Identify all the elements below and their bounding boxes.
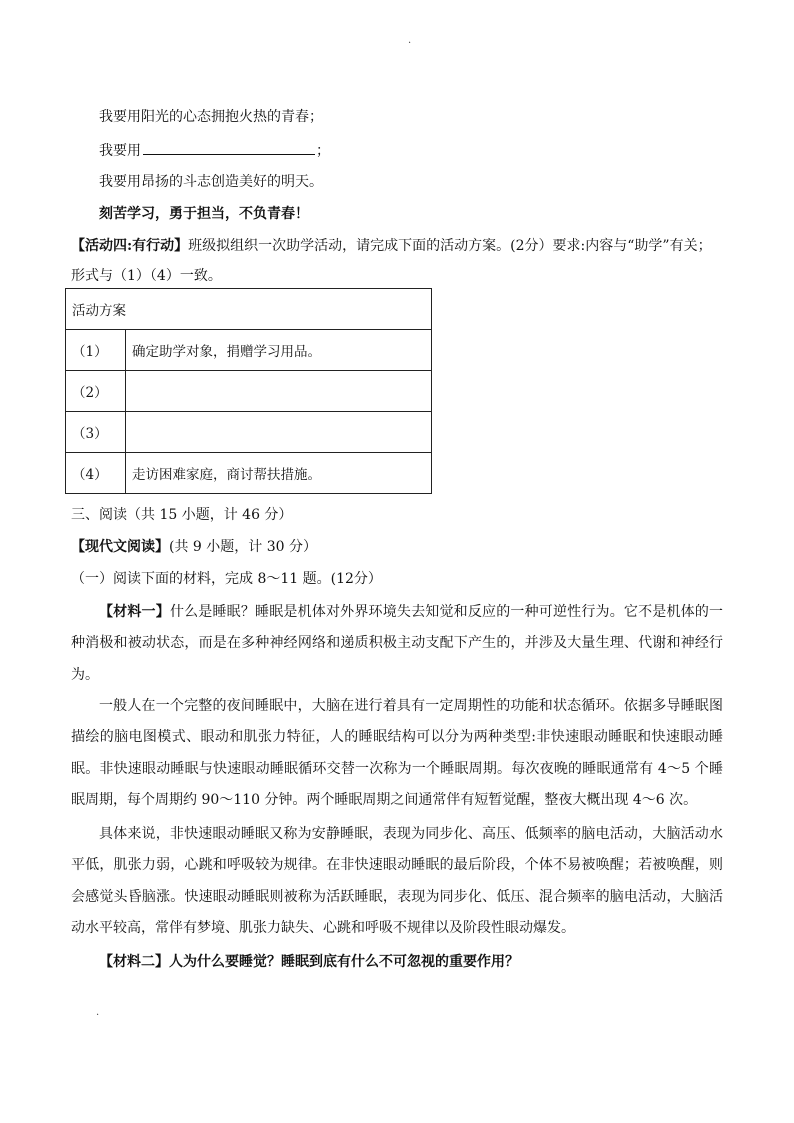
poem-line-2 bbox=[99, 140, 330, 161]
modern-reading-label: 【现代文阅读】 bbox=[71, 539, 169, 555]
row-content: 确定助学对象，捐赠学习用品。 bbox=[126, 330, 432, 371]
material1-text: 什么是睡眠？睡眠是机体对外界环境失去知觉和反应的一种可逆性行为。它不是机体的一种消极和被动状态，而是在多种神经网络和递质积极主动支配下产生的，并涉及大量生理、代谢和神经行为。 bbox=[71, 604, 724, 683]
header-mark: . bbox=[408, 35, 412, 46]
modern-reading-info: (共 9 小题，计 30 分） bbox=[169, 539, 317, 555]
row-number: （2） bbox=[66, 371, 126, 412]
activity4-line-2: 形式与（1）（4）一致。 bbox=[71, 268, 222, 284]
modern-reading-heading bbox=[71, 537, 317, 557]
question-group-1: （一）阅读下面的材料，完成 8～11 题。(12分） bbox=[71, 571, 382, 587]
paragraph-3: 具体来说，非快速眼动睡眠又称为安静睡眠，表现为同步化、高压、低频率的脑电活动，大脑活动水平低，肌张力弱，心跳和呼吸较为规律。在非快速眼动睡眠的最后阶段，个体不易被唤醒；若被唤醒，则会感觉头昏脑涨。快速眼动睡眠则被称为活跃睡眠，表现为同步化、低压、混合频率的脑电活动，大脑活动水平较高，常伴有梦境、肌张力缺失、心跳和呼吸不规律以及阶段性眼动爆发。 bbox=[71, 826, 723, 937]
material2-paragraph bbox=[99, 952, 519, 972]
paragraph-2: 一般人在一个完整的夜间睡眠中，大脑在进行着具有一定周期性的功能和状态循环。依据多导睡眠图描绘的脑电图模式、眼动和肌张力特征，人的睡眠结构可以分为两种类型:非快速眼动睡眠和快速眼动睡眠。非快速眼动睡眠与快速眼动睡眠循环交替一次称为一个睡眠周期。每次夜晚的睡眠通常有 4～5 个睡眠周期，每个周期约 90～110 分钟。两个睡眠周期之间通常伴有短暂觉醒，整夜大概出现 4～6 次。 bbox=[71, 698, 723, 809]
poem-line-1: 我要用阳光的心态拥抱火热的青春； bbox=[99, 109, 323, 125]
material2-text: 人为什么要睡觉？睡眠到底有什么不可忽视的重要作用？ bbox=[169, 954, 519, 970]
poem-line-2-suffix: ； bbox=[316, 143, 330, 159]
material2-label: 【材料二】 bbox=[99, 954, 169, 970]
row-content-blank[interactable] bbox=[126, 412, 432, 453]
row-content: 走访困难家庭，商讨帮扶措施。 bbox=[126, 453, 432, 494]
table-row bbox=[66, 412, 432, 453]
footer-mark: . bbox=[96, 1007, 100, 1018]
poem-line-2-prefix: 我要用 bbox=[99, 143, 141, 159]
row-content-blank[interactable] bbox=[126, 371, 432, 412]
activity4-text-1: 班级拟组织一次助学活动，请完成下面的活动方案。(2分）要求:内容与“助学”有关； bbox=[188, 238, 712, 254]
table-row bbox=[66, 371, 432, 412]
activity-plan-table bbox=[65, 288, 432, 494]
row-number: （3） bbox=[66, 412, 126, 453]
answer-blank bbox=[143, 140, 315, 155]
section3-title: 三、阅读（共 15 小题，计 46 分） bbox=[71, 507, 293, 523]
poem-line-4: 刻苦学习，勇于担当，不负青春！ bbox=[99, 206, 309, 222]
material1-label: 【材料一】 bbox=[99, 604, 170, 620]
table-row bbox=[66, 330, 432, 371]
table-row bbox=[66, 453, 432, 494]
table-header-cell: 活动方案 bbox=[66, 289, 432, 330]
row-number: （4） bbox=[66, 453, 126, 494]
table-header-row bbox=[66, 289, 432, 330]
activity4-label: 【活动四:有行动】 bbox=[71, 238, 189, 254]
poem-line-3: 我要用昂扬的斗志创造美好的明天。 bbox=[99, 174, 323, 190]
material1-paragraph bbox=[71, 597, 723, 691]
row-number: （1） bbox=[66, 330, 126, 371]
activity4-line-1 bbox=[71, 236, 712, 256]
